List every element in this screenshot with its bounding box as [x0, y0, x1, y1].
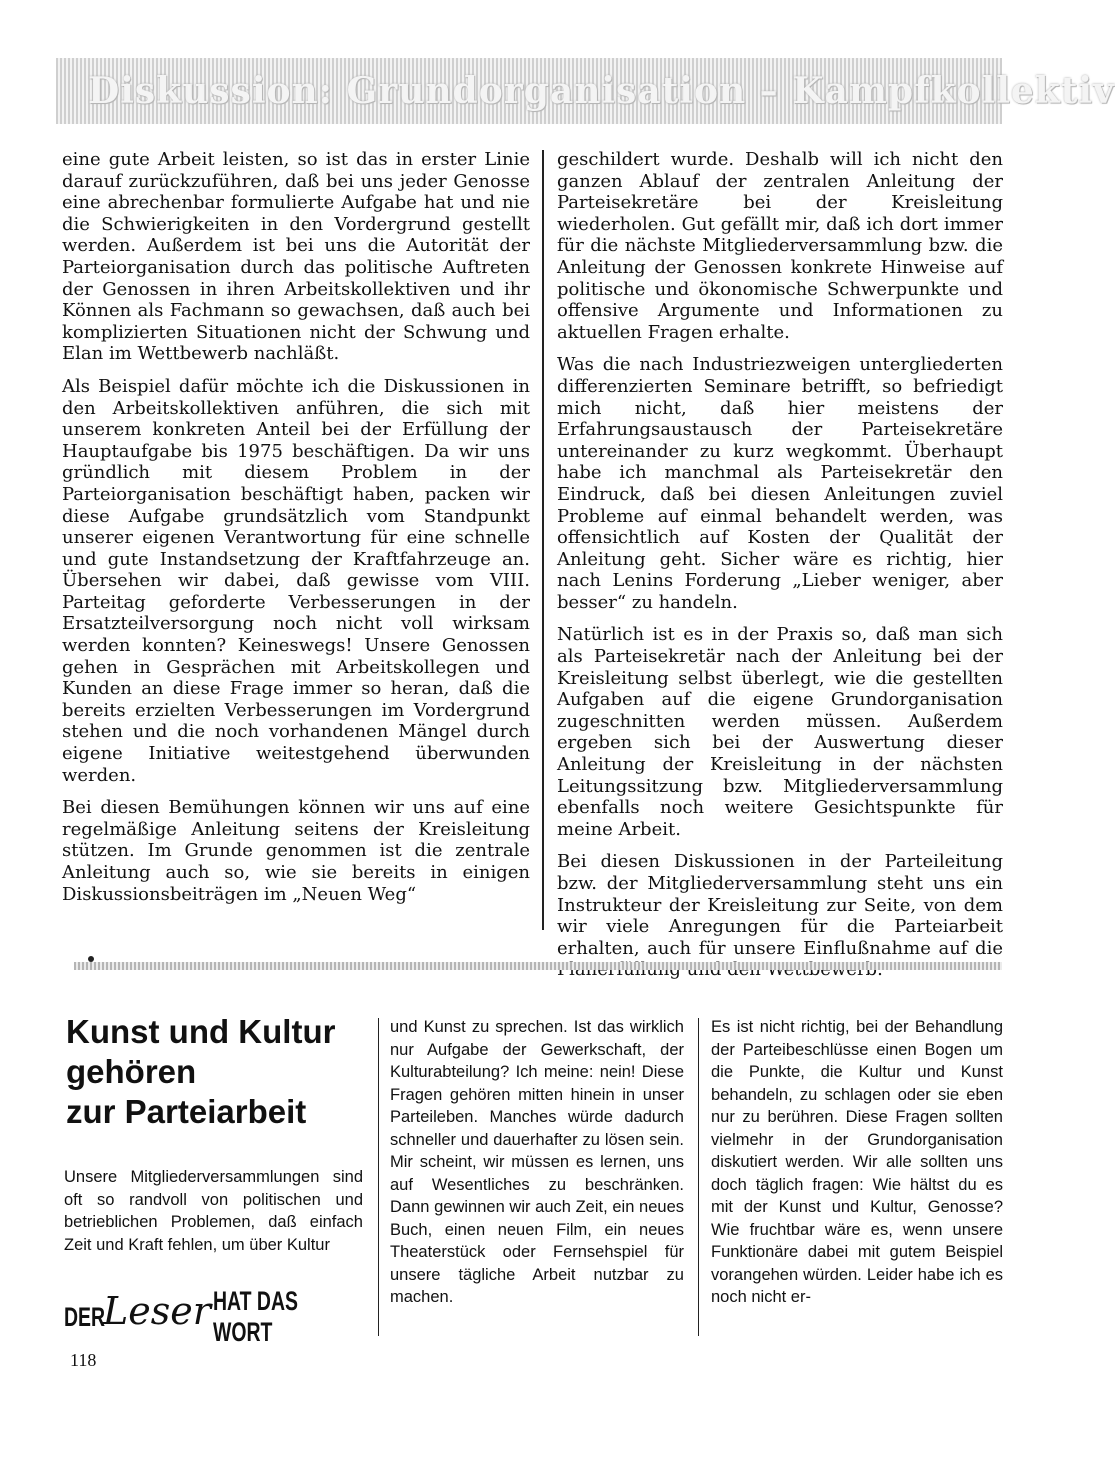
article-headline	[66, 1012, 366, 1132]
article-column-left	[62, 149, 530, 905]
page-number: 118	[70, 1350, 97, 1370]
section-title: Diskussion: Grundorganisation – Kampfkollektiv	[88, 70, 1115, 112]
column-divider	[698, 1018, 699, 1336]
paragraph: geschildert wurde. Deshalb will ich nicht den ganzen Ablauf der zentralen Anleitung der Parteisekretäre bei der Kreisleitung wiederholen. Gut gefällt mir, daß ich dort immer für die nächste Mitgliederversammlung bzw. die Anleitung der Genossen konkrete Hinweise auf politische und ökonomische Schwerpunkte und offensive Argumente und Informationen zu aktuellen Fragen erhalte.	[557, 149, 1003, 343]
letter-column-1	[64, 1166, 363, 1256]
paragraph: und Kunst zu sprechen. Ist das wirklich nur Aufgabe der Gewerkschaft, der Kulturabteilung? Ich meine: nein! Diese Fragen gehören mitten hinein in unser Parteileben. Manches würde dadurch schneller und dauerhafter zu lösen sein. Mir scheint, wir müssen es lernen, uns auf Wesentliches zu beschränken. Dann gewinnen wir auch Zeit, ein neues Buch, einen neuen Film, ein neues Theaterstück oder Fernsehspiel für unsere tägliche Arbeit nutzbar zu machen.	[390, 1018, 684, 1306]
column-divider	[542, 150, 544, 930]
paragraph: Natürlich ist es in der Praxis so, daß man sich als Parteisekretär nach der Anleitung bei der Kreisleitung selbst überlegt, wie die gestellten Aufgaben auf die eigene Grundorganisation zugeschnitten werden müssen. Außerdem ergeben sich bei der Auswertung dieser Anleitung der Kreisleitung in der nächsten Leitungssitzung bzw. Mitgliederversammlung ebenfalls noch weitere Gesichtspunkte für meine Arbeit.	[557, 624, 1003, 840]
column-logo	[64, 1286, 364, 1347]
headline-line: gehören	[66, 1053, 197, 1090]
headline-line: zur Parteiarbeit	[66, 1093, 307, 1130]
paragraph: eine gute Arbeit leisten, so ist das in erster Linie darauf zurückzuführen, daß bei uns jeder Genosse eine abrechenbar formulierte Aufgabe hat und nie die Schwierigkeiten in den Vordergrund gestellt werden. Außerdem ist bei uns die Autorität der Parteiorganisation durch das politische Auftreten der Genossen in ihren Arbeitskollektiven und ihr Können als Fachmann so gewachsen, daß auch bei komplizierten Situationen nicht der Schwung und Elan im Wettbewerb nachläßt.	[62, 149, 530, 365]
headline-line: Kunst und Kultur	[66, 1013, 336, 1050]
article-column-right	[557, 149, 1003, 981]
paragraph: Es ist nicht richtig, bei der Behandlung der Parteibeschlüsse einen Bogen um die Punkte, die Kultur und Kunst behandeln, zu schlagen oder sie eben nur zu berühren. Diese Fragen sollten vielmehr in der Grundorganisation diskutiert werden. Wir alle sollten uns doch täglich fragen: Wie hältst du es mit der Kunst und Kultur, Genosse? Wie fruchtbar wäre es, wenn unsere Funktionäre dabei mit gutem Beispiel vorangehen würden. Leider habe ich es noch nicht er-	[711, 1018, 1003, 1306]
letter-column-3	[711, 1016, 1003, 1309]
letter-column-2	[390, 1016, 684, 1309]
paragraph: Als Beispiel dafür möchte ich die Diskussionen in den Arbeitskollektiven anführen, die sich mit unserem konkreten Anteil bei der Erfüllung der Hauptaufgabe bis 1975 beschäftigen. Da wir uns gründlich mit diesem Problem in der Parteiorganisation beschäftigt haben, packen wir diese Aufgabe grundsätzlich vom Standpunkt unserer eigenen Verantwortung für eine schnelle und gute Instandsetzung der Kraftfahrzeuge an. Übersehen wir dabei, daß gewisse vom VIII. Parteitag geforderte Verbesserungen in der Ersatzteilversorgung noch nicht voll wirksam werden konnten? Keineswegs! Unsere Genossen gehen in Gesprächen mit Arbeitskollegen und Kunden an diese Frage immer so heran, daß die bereits erzielten Verbesserungen im Vordergrund stehen und die noch vorhandenen Mängel durch eigene Initiative weitestgehend überwunden werden.	[62, 375, 530, 786]
paragraph: Unsere Mitgliederversammlungen sind oft so randvoll von politischen und betrieblichen Problemen, daß einfach Zeit und Kraft fehlen, um über Kultur	[64, 1168, 363, 1254]
paragraph: Bei diesen Bemühungen können wir uns auf eine regelmäßige Anleitung seitens der Kreisleitung stützen. Im Grunde genommen ist die zentrale Anleitung auch so, wie sie bereits in einigen Diskussionsbeiträgen im „Neuen Weg“	[62, 797, 530, 905]
header-band	[56, 58, 1115, 124]
logo-text-leser: Leser	[103, 1289, 211, 1333]
logo-text-hat-das-wort: HAT DAS WORT	[212, 1286, 298, 1347]
column-divider	[378, 1018, 379, 1336]
section-separator	[74, 962, 1002, 970]
paragraph: Was die nach Industriezweigen untergliederten differenzierten Seminare betrifft, so befriedigt mich nicht, daß hier meistens der Erfahrungsaustausch der Parteisekretäre untereinander zu kurz wegkommt. Überhaupt habe ich manchmal als Parteisekretär den Eindruck, daß bei diesen Anleitungen zuviel Probleme auf einmal behandelt werden, was offensichtlich auf Kosten der Qualität der Anleitung geht. Sicher wäre es richtig, hier nach Lenins Forderung „Lieber weniger, aber besser“ zu handeln.	[557, 354, 1003, 613]
paragraph: Bei diesen Diskussionen in der Parteileitung bzw. der Mitgliederversammlung steht uns ein Instrukteur der Kreisleitung zur Seite, von dem wir viele Anregungen für die Parteiarbeit erhalten, auch für unsere Einflußnahme auf die	[557, 851, 1003, 959]
logo-text-der: DER	[64, 1301, 106, 1332]
